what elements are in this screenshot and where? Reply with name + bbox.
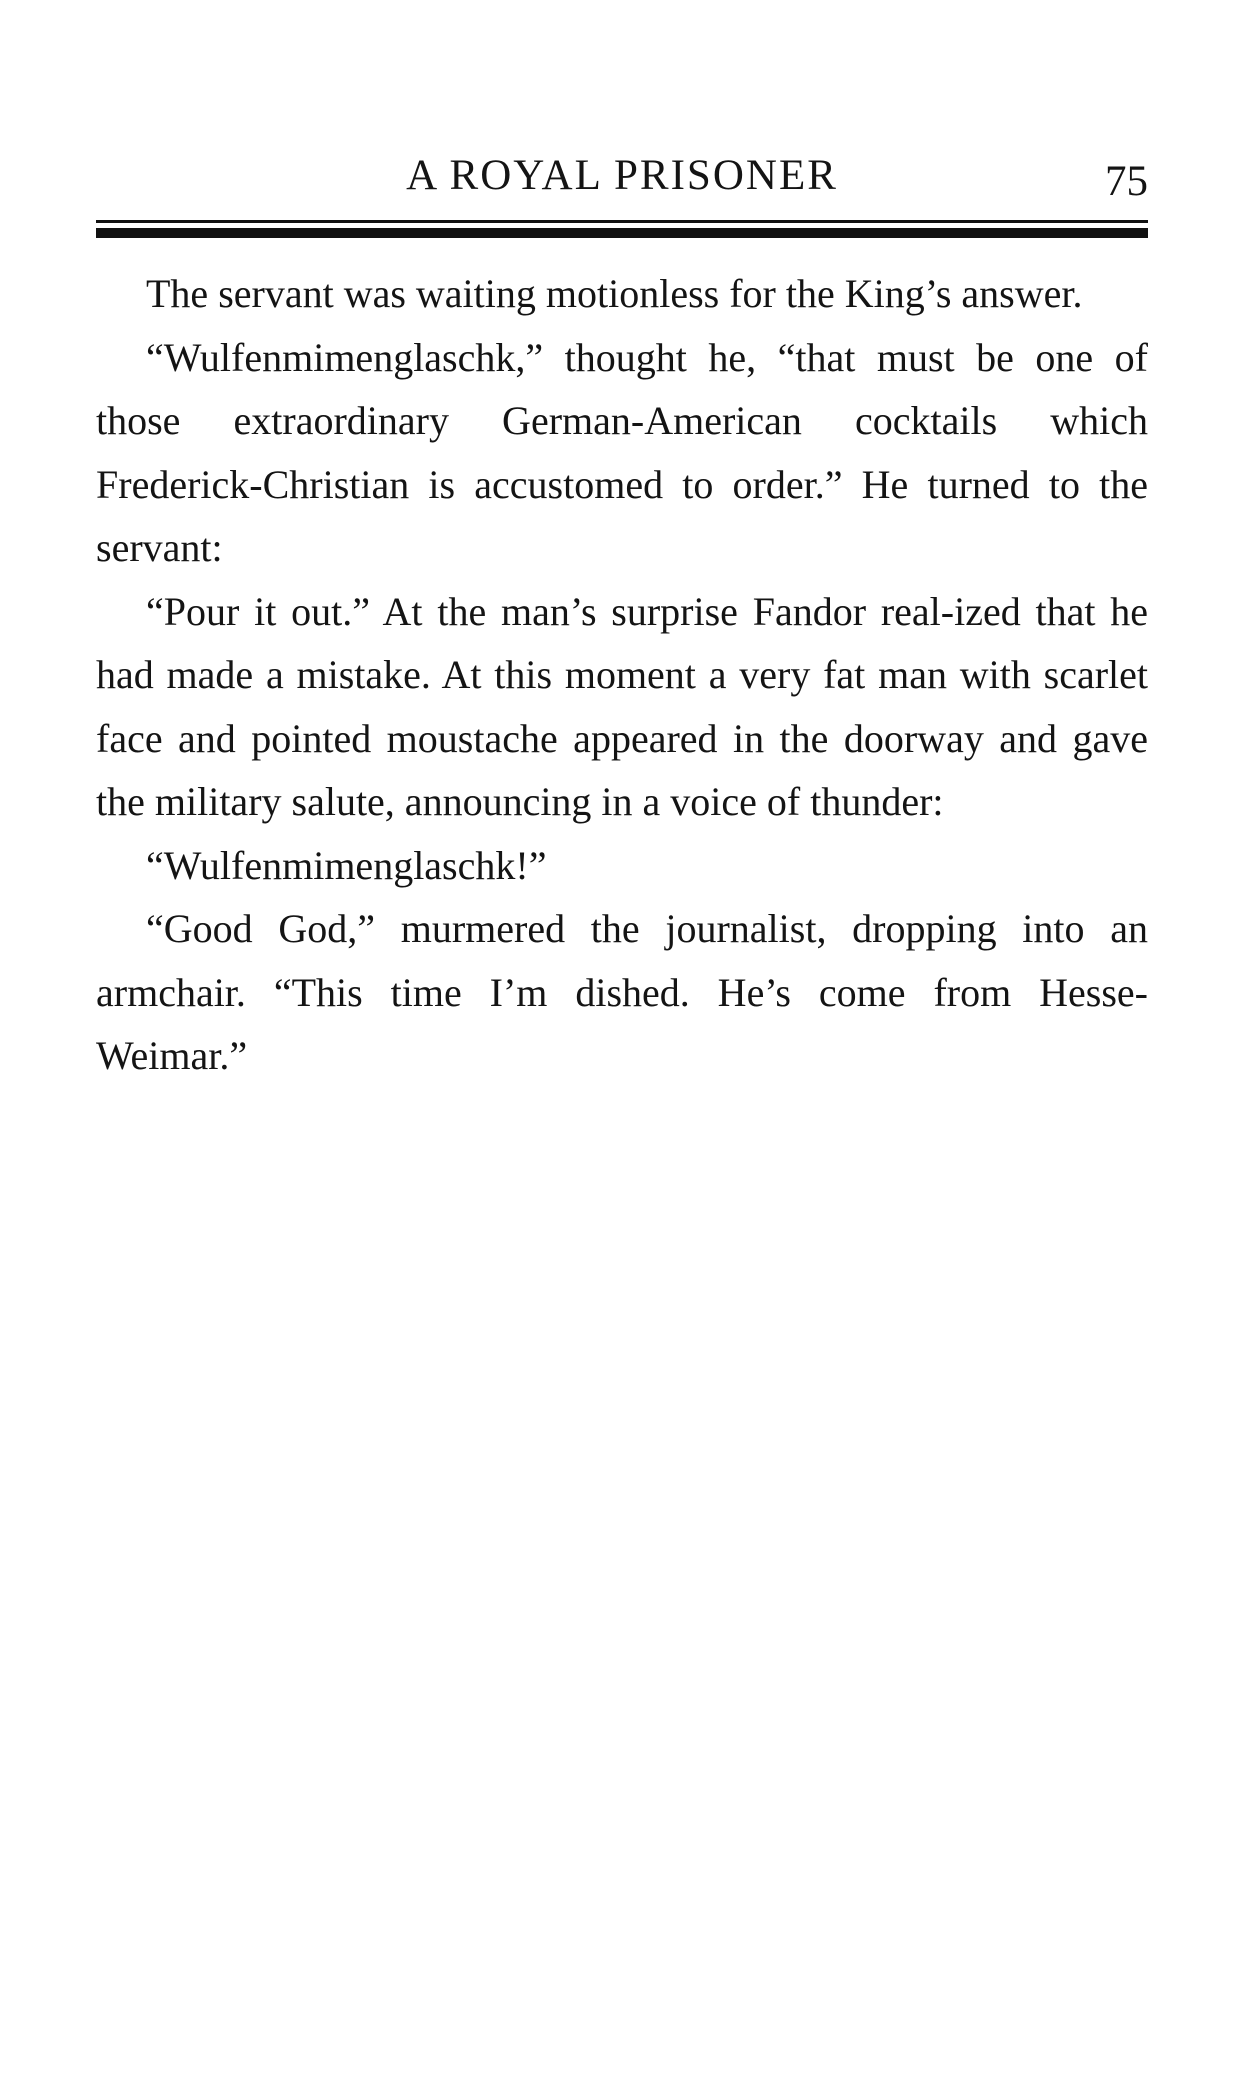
running-title: A ROYAL PRISONER <box>406 152 838 199</box>
paragraph: “Good God,” murmered the journalist, dropping into an armchair. “This time I’m dished. He’s come from Hesse-Weimar.” <box>96 906 1148 1078</box>
body-text <box>96 262 1148 1088</box>
running-head <box>96 148 1148 208</box>
page-number: 75 <box>1105 158 1148 205</box>
paragraph: “Wulfenmimenglaschk!” <box>146 842 547 888</box>
paragraph: The servant was waiting motionless for the King’s answer. <box>146 271 1083 316</box>
header-rule-thin <box>96 220 1148 223</box>
header-rule-thick <box>96 228 1148 238</box>
paragraph: “Wulfenmimenglaschk,” thought he, “that must be one of those extraordinary German-American cocktails which Frederick-Christian is accustomed to order.” He turned to the servant: <box>96 334 1148 570</box>
paragraph: “Pour it out.” At the man’s surprise Fandor real-ized that he had made a mistake. At this moment a very fat man with scarlet face and pointed moustache appeared in the doorway and gave the military salute, announcing in a voice of thunder: <box>96 588 1148 824</box>
